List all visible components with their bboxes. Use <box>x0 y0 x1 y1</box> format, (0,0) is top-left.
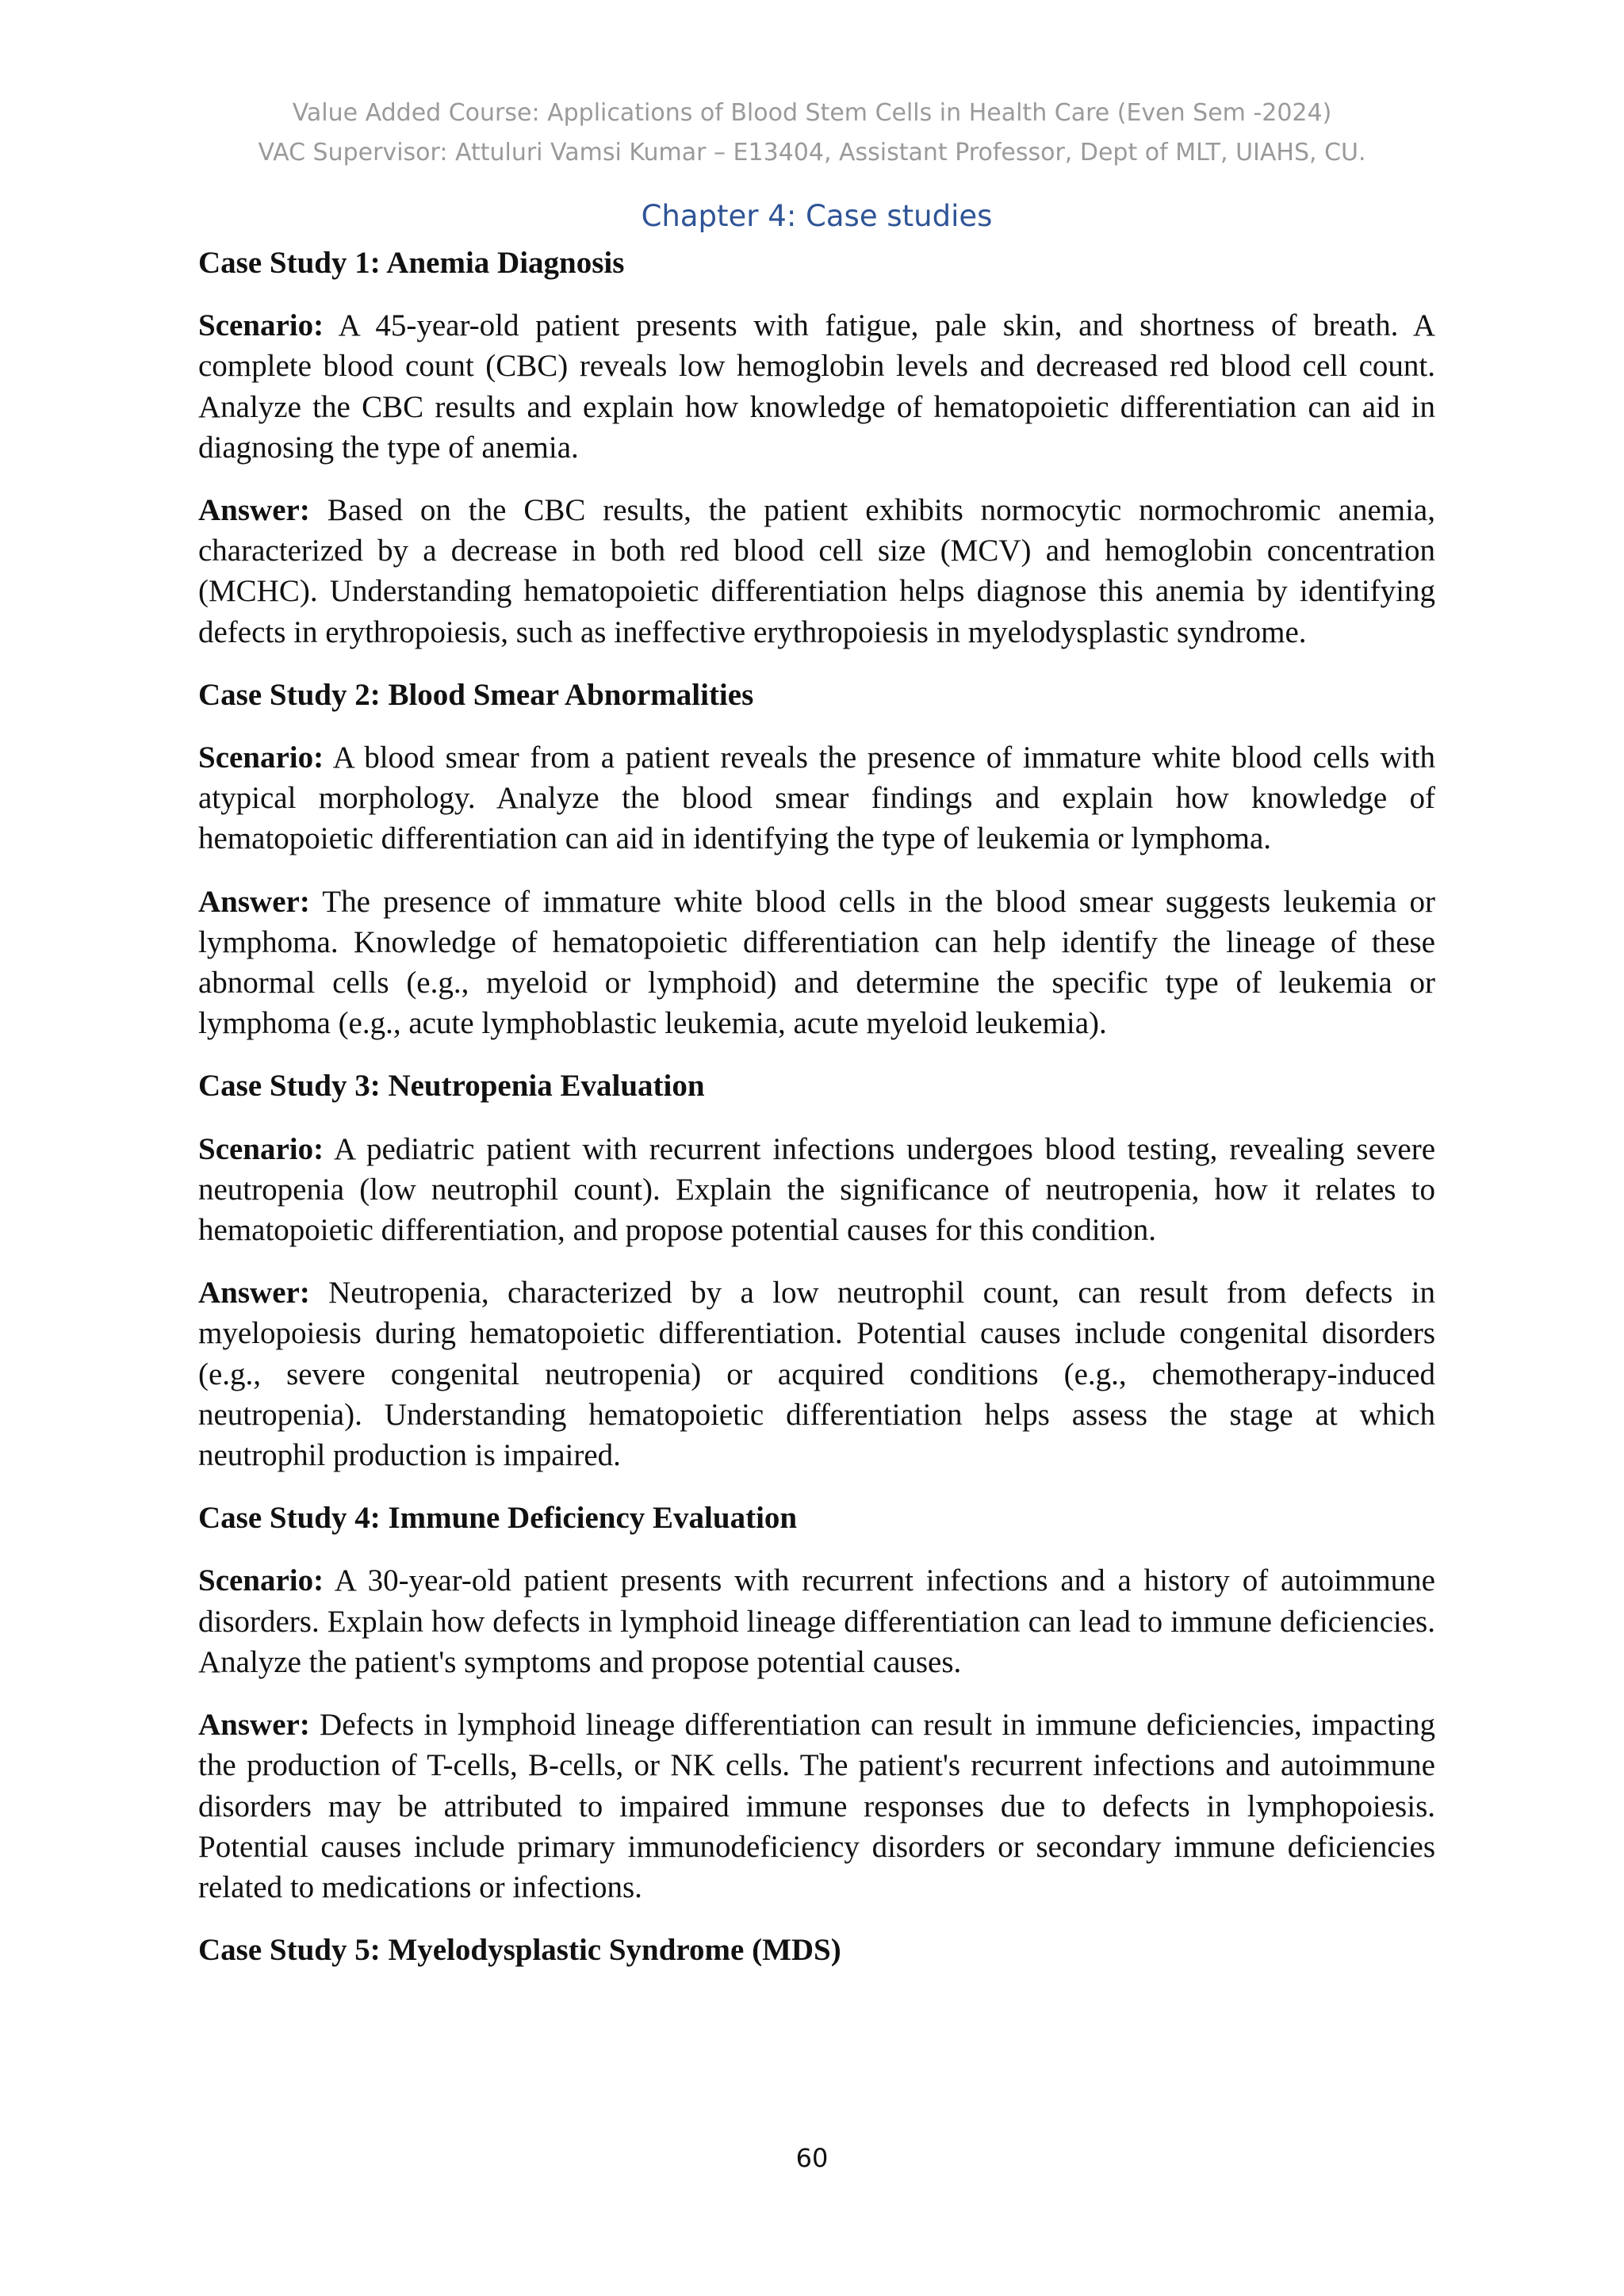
case-study-1 <box>198 243 1435 652</box>
scenario-label: Scenario: <box>198 308 324 343</box>
page-number: 60 <box>795 2143 829 2173</box>
page-header <box>0 94 1624 173</box>
case-study-3 <box>198 1066 1435 1475</box>
scenario-paragraph <box>198 1560 1435 1682</box>
answer-label: Answer: <box>198 884 310 919</box>
case-study-title: Case Study 3: Neutropenia Evaluation <box>198 1069 705 1104</box>
answer-paragraph <box>198 490 1435 652</box>
answer-label: Answer: <box>198 493 310 528</box>
scenario-label: Scenario: <box>198 1131 324 1166</box>
case-study-title: Case Study 2: Blood Smear Abnormalities <box>198 677 754 712</box>
scenario-paragraph <box>198 737 1435 859</box>
answer-label: Answer: <box>198 1708 310 1743</box>
scenario-text: A blood smear from a patient reveals the presence of immature white blood cells with atypical morphology. Analyze the blood smear findings and explain how knowledge of hematopoietic differentiation can aid in identifying the type of leukemia or lymphoma. <box>198 740 1435 856</box>
answer-paragraph <box>198 882 1435 1044</box>
chapter-title: Chapter 4: Case studies <box>641 199 993 233</box>
scenario-label: Scenario: <box>198 740 324 775</box>
scenario-label: Scenario: <box>198 1563 324 1598</box>
case-study-title: Case Study 4: Immune Deficiency Evaluation <box>198 1501 798 1536</box>
answer-text: Neutropenia, characterized by a low neutrophil count, can result from defects in myelopoiesis during hematopoietic differentiation. Potential causes include congenital disorders (e.g., severe congenital neutropenia) or acquired conditions (e.g., chemotherapy-induced neutropenia). Understanding hematopoietic differentiation helps assess the stage at which neutrophil production is impaired. <box>198 1276 1435 1473</box>
answer-paragraph <box>198 1272 1435 1475</box>
scenario-paragraph <box>198 305 1435 468</box>
document-body <box>198 243 1435 1992</box>
case-study-4 <box>198 1498 1435 1908</box>
scenario-paragraph <box>198 1129 1435 1251</box>
answer-paragraph <box>198 1705 1435 1908</box>
answer-text: The presence of immature white blood cells in the blood smear suggests leukemia or lymphoma. Knowledge of hematopoietic differentiation can help identify the lineage of these abnormal cells (e.g., myeloid or lymphoid) and determine the specific type of leukemia or lymphoma (e.g., acute lymphoblastic leukemia, acute myeloid leukemia). <box>198 884 1435 1041</box>
answer-text: Defects in lymphoid lineage differentiation can result in immune deficiencies, impacting the production of T-cells, B-cells, or NK cells. The patient's recurrent infections and autoimmune disorders may be attributed to impaired immune responses due to defects in lymphopoiesis. Potential causes include primary immunodeficiency disorders or secondary immune deficiencies related to medications or infections. <box>198 1708 1435 1904</box>
case-study-5-title: Case Study 5: Myelodysplastic Syndrome (MDS) <box>198 1933 841 1968</box>
case-study-2 <box>198 675 1435 1044</box>
case-study-title: Case Study 1: Anemia Diagnosis <box>198 246 625 280</box>
answer-label: Answer: <box>198 1276 310 1311</box>
scenario-text: A pediatric patient with recurrent infections undergoes blood testing, revealing severe neutropenia (low neutrophil count). Explain the significance of neutropenia, how it relates to hematopoietic differentiation, and propose potential causes for this condition. <box>198 1131 1435 1248</box>
header-course-line: Value Added Course: Applications of Blood Stem Cells in Health Care (Even Sem -2024) <box>292 99 1332 127</box>
answer-text: Based on the CBC results, the patient exhibits normocytic normochromic anemia, characterized by a decrease in both red blood cell size (MCV) and hemoglobin concentration (MCHC). Understanding hematopoietic differentiation helps diagnose this anemia by identifying defects in erythropoiesis, such as ineffective erythropoiesis in myelodysplastic syndrome. <box>198 493 1435 649</box>
scenario-text: A 45-year-old patient presents with fatigue, pale skin, and shortness of breath. A complete blood count (CBC) reveals low hemoglobin levels and decreased red blood cell count. Analyze the CBC results and explain how knowledge of hematopoietic differentiation can aid in diagnosing the type of anemia. <box>198 308 1435 465</box>
scenario-text: A 30-year-old patient presents with recurrent infections and a history of autoimmune disorders. Explain how defects in lymphoid lineage differentiation can lead to immune deficiencies. Analyze the patient's symptoms and propose potential causes. <box>198 1563 1435 1679</box>
header-supervisor-line: VAC Supervisor: Attuluri Vamsi Kumar – E13404, Assistant Professor, Dept of MLT, UIAHS, CU. <box>258 139 1366 166</box>
